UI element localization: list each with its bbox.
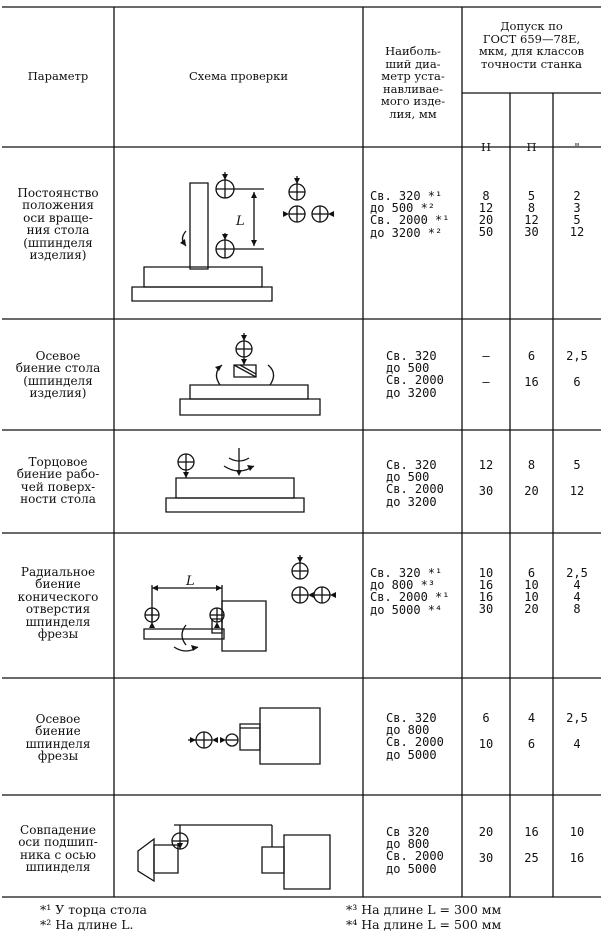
row-3-v: 5 12: [569, 458, 585, 498]
row-4-n: 10 16 16 30: [478, 566, 494, 616]
row-2-v: 2,5 6: [566, 349, 588, 389]
row-6-p: 16 25: [524, 825, 539, 865]
row-3-n: 12 30: [478, 458, 494, 498]
scheme-1-label-l: L: [236, 214, 245, 229]
row-2-param: Осевое биение стола (шпинделя изделия): [15, 349, 101, 401]
row-3-param: Торцовое биение рабо- чей поверх- ности стола: [16, 455, 100, 507]
row-4-param: Радиальное биение конического отверстия шпинделя фрезы: [17, 565, 99, 642]
footnote-1: *¹ У торца стола: [40, 902, 147, 917]
header-class-p: П: [526, 140, 537, 154]
scheme-table-axial-runout-diagram: [114, 319, 363, 430]
footnote-3: *³ На длине L = 300 мм: [346, 902, 502, 917]
header-tolerance: Допуск по ГОСТ 659—78Е, мкм, для классов точности станка: [478, 19, 585, 71]
scheme-4-label-l: L: [186, 574, 195, 589]
row-1-p: 5 8 12 30: [524, 189, 539, 239]
scheme-radial-runout-diagram: [114, 533, 363, 678]
row-1-param: Постоянство положения оси враще- ния стола (шпинделя изделия): [17, 186, 99, 263]
row-2-n: — —: [482, 349, 490, 389]
scheme-bearing-alignment-diagram: [114, 795, 363, 897]
row-2-diameter: Св. 320 до 500 Св. 2000 до 3200: [386, 349, 444, 400]
row-5-v: 2,5 4: [566, 711, 588, 751]
row-5-param: Осевое биение шпинделя фрезы: [25, 712, 91, 764]
row-3-p: 8 20: [524, 458, 539, 498]
row-1-n: 8 12 20 50: [478, 189, 494, 239]
header-diameter: Наиболь- ший диа- метр уста- навливае- мого изде- лия, мм: [380, 44, 446, 121]
row-3-diameter: Св. 320 до 500 Св. 2000 до 3200: [386, 458, 444, 509]
row-5-p: 4 6: [527, 711, 536, 751]
row-6-v: 10 16: [569, 825, 585, 865]
footnote-2: *² На длине L.: [40, 917, 134, 932]
row-6-param: Совпадение оси подшип- ника с осью шпинделя: [18, 823, 98, 875]
row-6-n: 20 30: [478, 825, 494, 865]
row-1-diameter: Св. 320 *¹ до 500 *² Св. 2000 *¹ до 3200 *²: [370, 189, 450, 240]
row-6-diameter: Св 320 до 800 Св. 2000 до 5000: [386, 825, 444, 876]
row-4-diameter: Св. 320 *¹ до 800 *³ Св. 2000 *¹ до 5000 *⁴: [370, 566, 450, 617]
row-2-p: 6 16: [524, 349, 539, 389]
header-scheme: Схема проверки: [189, 69, 288, 83]
row-5-diameter: Св. 320 до 800 Св. 2000 до 5000: [386, 711, 444, 762]
header-class-n: Н: [480, 140, 492, 154]
row-4-v: 2,5 4 4 8: [566, 566, 588, 616]
row-4-p: 6 10 10 20: [524, 566, 539, 616]
scheme-axis-position-diagram: [114, 147, 363, 319]
header-class-v: ": [574, 140, 580, 154]
row-1-v: 2 3 5 12: [569, 189, 585, 239]
scheme-spindle-axial-runout-diagram: [114, 678, 363, 795]
header-param: Параметр: [27, 69, 89, 83]
row-5-n: 6 10: [478, 711, 494, 751]
scheme-face-runout-diagram: [114, 430, 363, 533]
footnote-4: *⁴ На длине L = 500 мм: [346, 917, 502, 932]
